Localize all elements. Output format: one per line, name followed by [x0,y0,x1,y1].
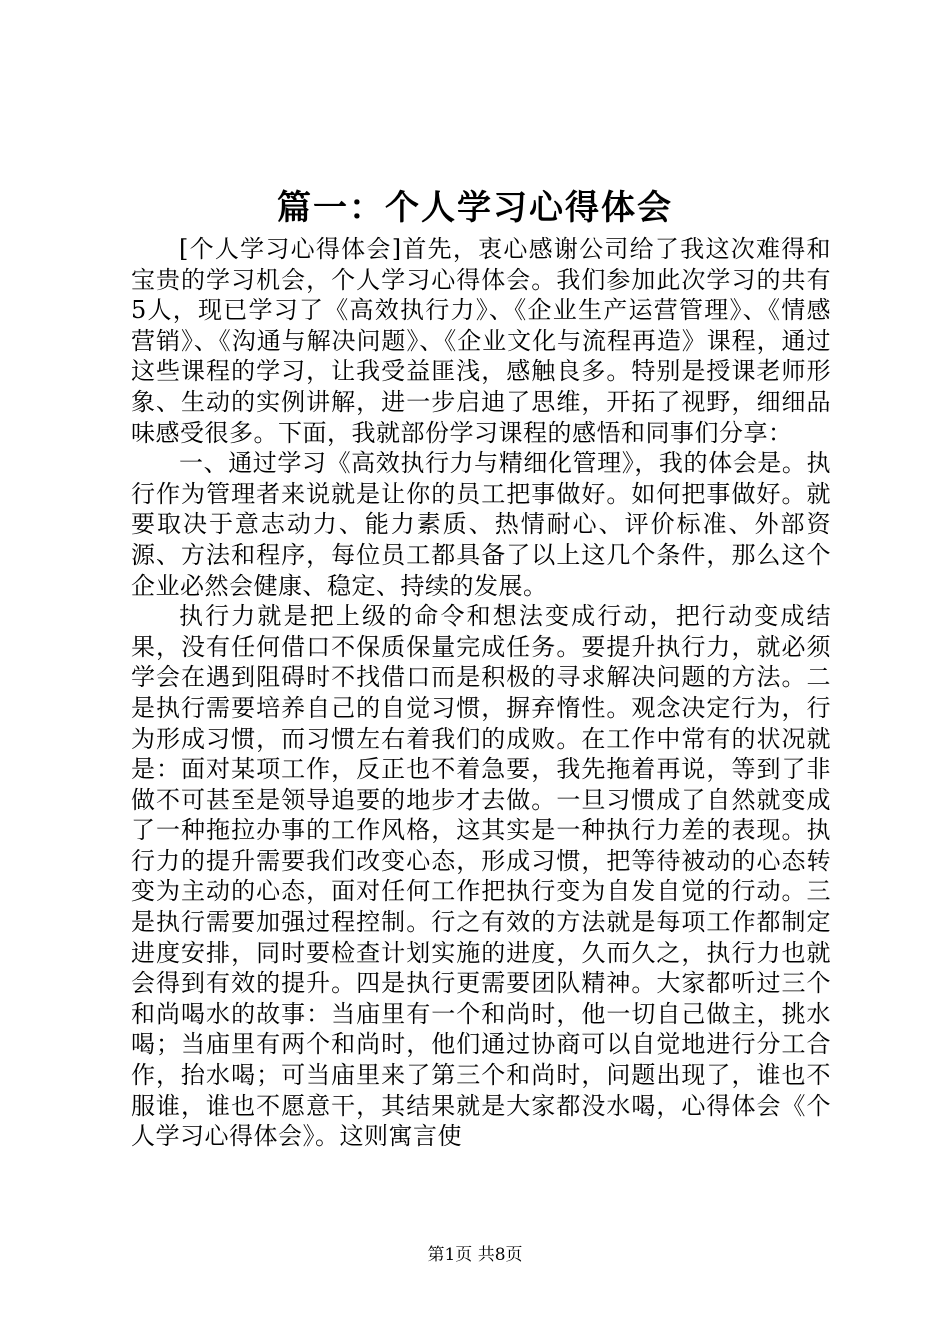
paragraph-execution-learning: 一、通过学习《高效执行力与精细化管理》，我的体会是。执行作为管理者来说就是让你的员工把事做好。如何把事做好。就要取决于意志动力、能力素质、热情耐心、评价标准、外部资源、方法和程序，每位员工都具备了以上这几个条件，那么这个企业必然会健康、稳定、持续的发展。 [131,449,831,600]
paragraph-execution-power: 执行力就是把上级的命令和想法变成行动，把行动变成结果，没有任何借口不保质保量完成任务。要提升执行力，就必须学会在遇到阻碍时不找借口而是积极的寻求解决问题的方法。二是执行需要培养自己的自觉习惯，摒弃惰性。观念决定行为，行为形成习惯，而习惯左右着我们的成败。在工作中常有的状况就是：面对某项工作，反正也不着急要，我先拖着再说，等到了非做不可甚至是领导追要的地步才去做。一旦习惯成了自然就变成了一种拖拉办事的工作风格，这其实是一种执行力差的表现。执行力的提升需要我们改变心态，形成习惯，把等待被动的心态转变为主动的心态，面对任何工作把执行变为自发自觉的行动。三是执行需要加强过程控制。行之有效的方法就是每项工作都制定进度安排，同时要检查计划实施的进度，久而久之，执行力也就会得到有效的提升。四是执行更需要团队精神。大家都听过三个和尚喝水的故事：当庙里有一个和尚时，他一切自己做主，挑水喝；当庙里有两个和尚时，他们通过协商可以自觉地进行分工合作，抬水喝；可当庙里来了第三个和尚时，问题出现了，谁也不服谁，谁也不愿意干，其结果就是大家都没水喝，心得体会《个人学习心得体会》。这则寓言使 [131,602,831,1151]
paragraph-intro: [个人学习心得体会]首先，衷心感谢公司给了我这次难得和宝贵的学习机会，个人学习心得体会。我们参加此次学习的共有5人，现已学习了《高效执行力》、《企业生产运营管理》、《情感营销》、《沟通与解决问题》、《企业文化与流程再造》课程，通过这些课程的学习，让我受益匪浅，感触良多。特别是授课老师形象、生动的实例讲解，进一步启迪了思维，开拓了视野，细细品味感受很多。下面，我就部份学习课程的感悟和同事们分享： [131,235,831,447]
document-title: 篇一：个人学习心得体会 [277,188,673,228]
page-number-footer: 第1页 共8页 [427,1245,523,1265]
document-body [131,234,831,1152]
